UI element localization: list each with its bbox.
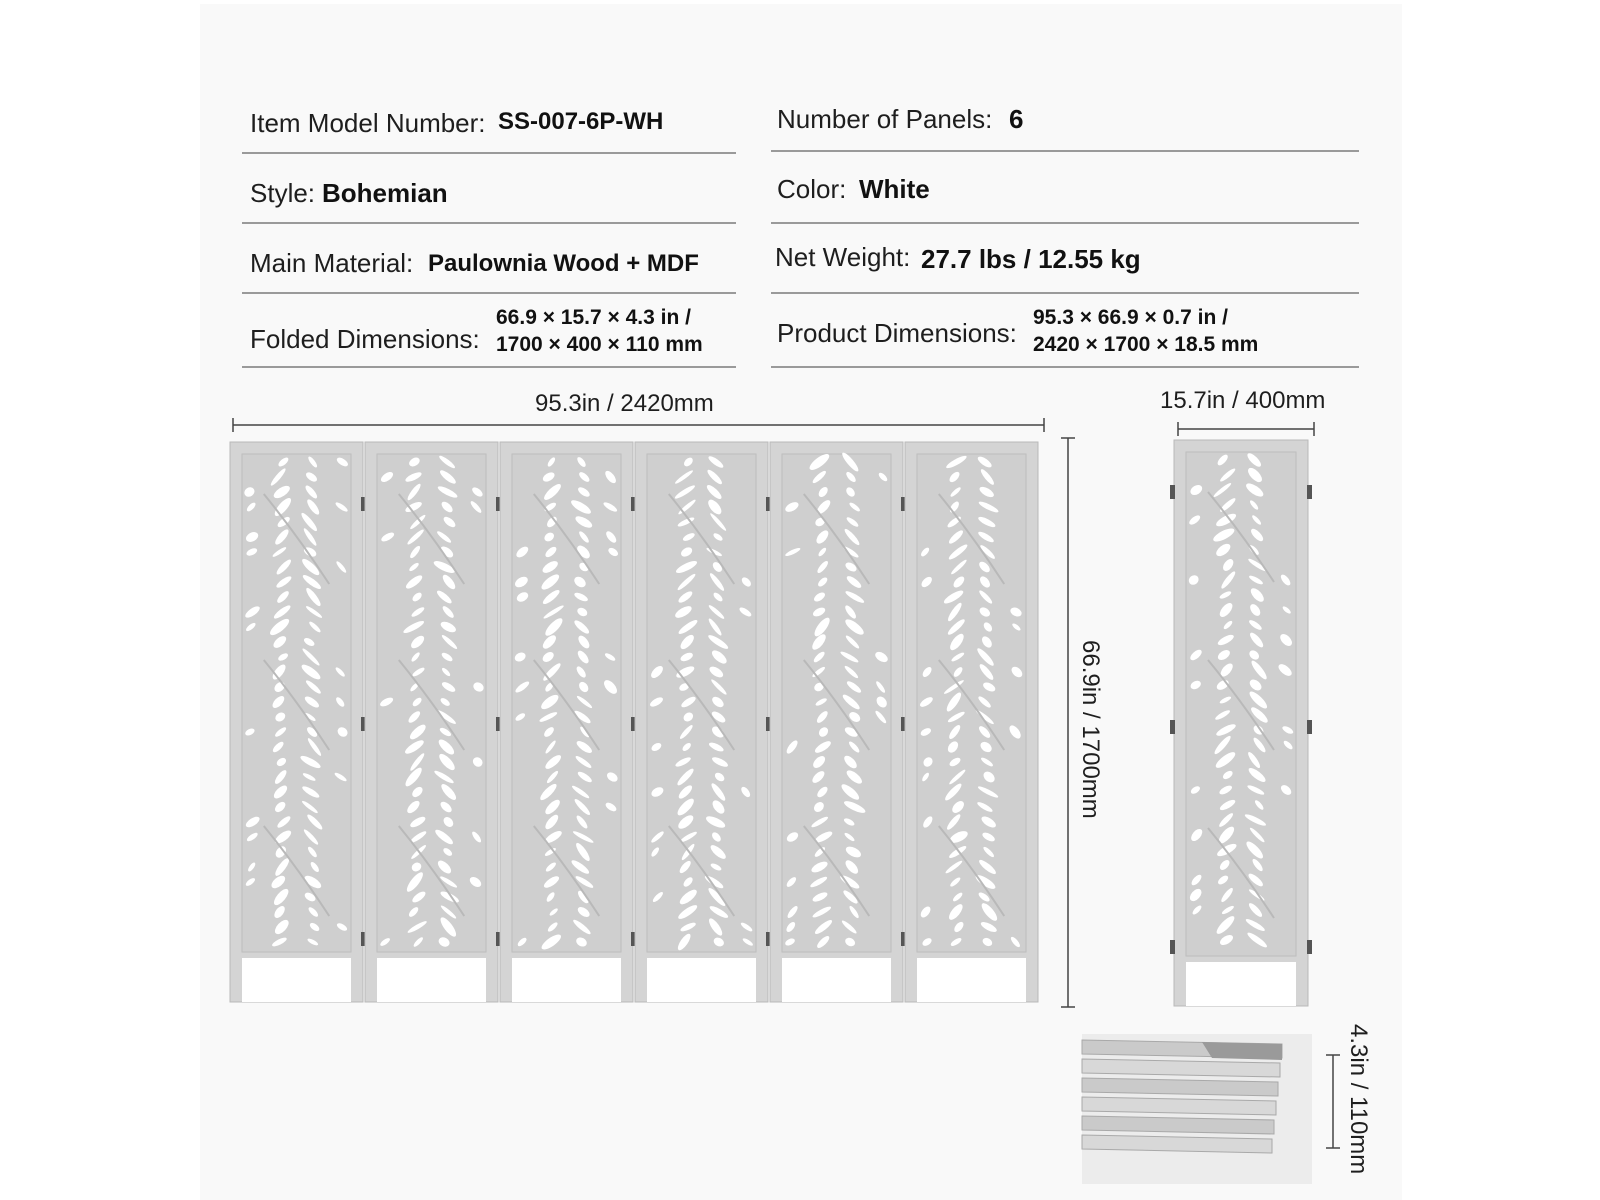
screen-panel <box>500 442 633 1002</box>
hinge <box>1307 940 1312 954</box>
spec-value: Bohemian <box>322 178 448 208</box>
spec-label: Product Dimensions: <box>777 318 1017 348</box>
hinge <box>1307 720 1312 734</box>
width-dimension-label: 95.3in / 2420mm <box>535 390 714 417</box>
spec-value: 6 <box>1009 104 1024 134</box>
spec-label: Style: <box>250 178 316 208</box>
screen-panel <box>770 442 903 1002</box>
spec-label: Item Model Number: <box>250 108 486 138</box>
hinge <box>1170 485 1175 499</box>
screen-panel <box>365 442 498 1002</box>
thickness-dimension-label: 4.3in / 110mm <box>1345 1024 1372 1175</box>
spec-value: 27.7 lbs / 12.55 kg <box>921 244 1141 274</box>
spec-value: Paulownia Wood + MDF <box>428 250 699 277</box>
spec-value-line1: 95.3 × 66.9 × 0.7 in / <box>1033 306 1228 329</box>
hinge <box>1170 940 1175 954</box>
stack-cutout-detail <box>1202 1042 1282 1060</box>
screen-panel <box>1174 440 1308 1006</box>
spec-value: SS-007-6P-WH <box>498 108 664 135</box>
screen-panel <box>230 442 363 1002</box>
screen-panel <box>905 442 1038 1002</box>
height-dimension-label: 66.9in / 1700mm <box>1077 640 1104 819</box>
screen-panel <box>635 442 768 1002</box>
hinge <box>1307 485 1312 499</box>
room-divider-front-view <box>230 442 1050 1007</box>
spec-label: Folded Dimensions: <box>250 324 480 354</box>
spec-label: Color: <box>777 174 847 204</box>
spec-value-line2: 1700 × 400 × 110 mm <box>496 333 703 356</box>
hinge <box>1170 720 1175 734</box>
folded-stack-view <box>1082 1034 1322 1184</box>
panel-width-dimension-label: 15.7in / 400mm <box>1160 387 1326 414</box>
spec-value-line2: 2420 × 1700 × 18.5 mm <box>1033 333 1259 356</box>
spec-label: Number of Panels: <box>777 104 993 134</box>
spec-label: Main Material: <box>250 248 414 278</box>
spec-value: White <box>859 174 930 204</box>
single-panel-view <box>1174 440 1314 1010</box>
spec-value-line1: 66.9 × 15.7 × 4.3 in / <box>496 306 691 329</box>
spec-label: Net Weight: <box>775 242 911 272</box>
